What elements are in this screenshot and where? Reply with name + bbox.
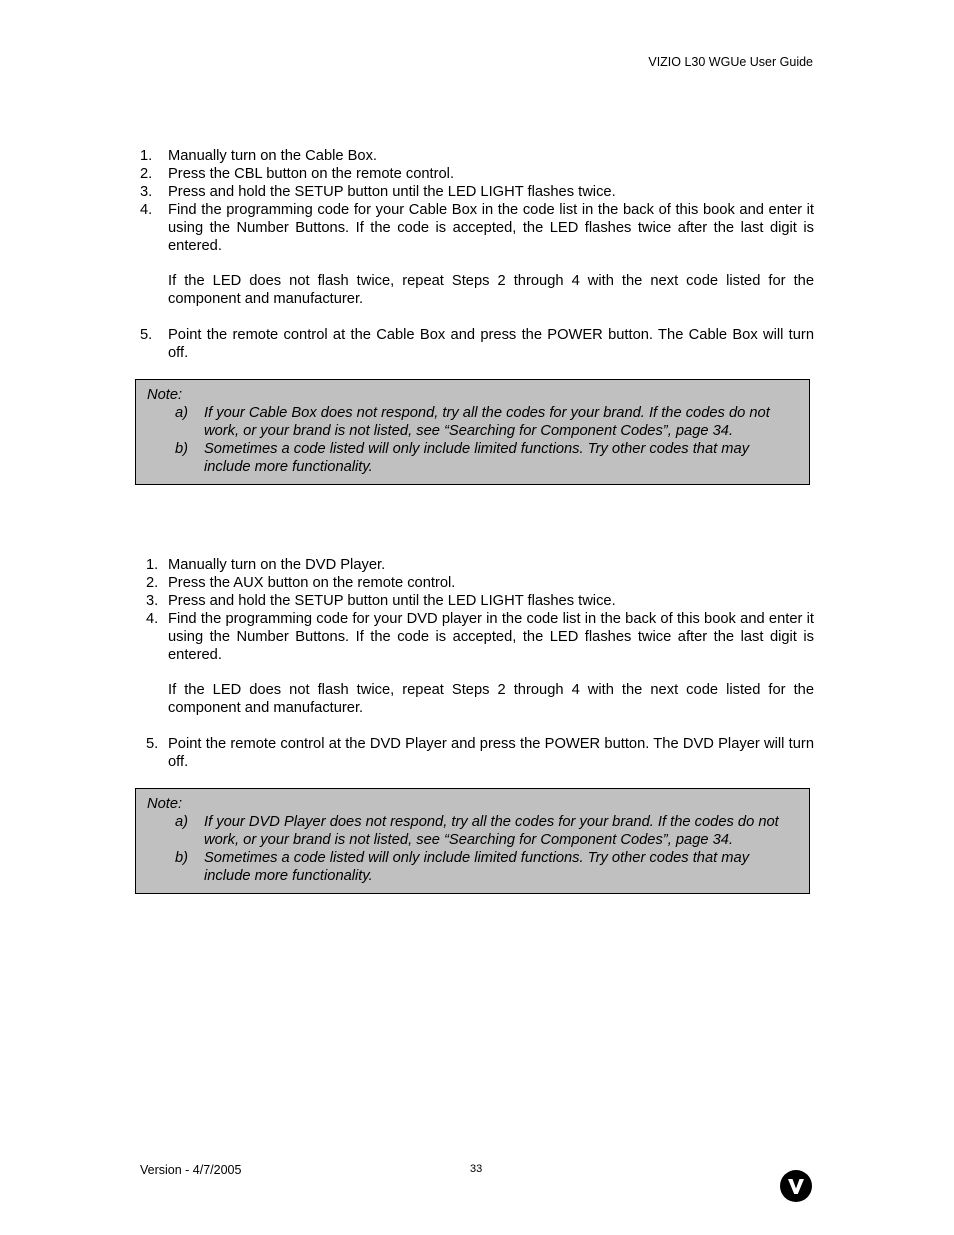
step-number: 3. [146,593,159,609]
step-number: 3. [140,184,153,200]
step-item [140,201,814,308]
note-item-text: If your DVD Player does not respond, try all the codes for your brand. If the codes do not work, or your brand is not listed, see “Searching for Component Codes”, page 34. [204,814,779,848]
step-item [140,735,814,771]
step-note-paragraph: If the LED does not flash twice, repeat Steps 2 through 4 with the next code listed for the component and manufacturer. [168,682,814,716]
note-item [147,404,799,440]
note-item-text: Sometimes a code listed will only include limited functions. Try other codes that may include more functionality. [204,850,750,884]
note-items [147,404,799,476]
step-number: 4. [146,611,159,627]
note-items [147,813,799,885]
step-text: Press the CBL button on the remote control. [168,166,455,182]
note-item-letter: a) [175,814,189,830]
step-item [140,556,814,574]
note-item-letter: b) [175,850,189,866]
dvd-player-note [135,788,810,894]
dvd-player-steps [140,556,814,771]
step-item [140,574,814,592]
step-item [140,610,814,717]
step-number: 1. [140,148,153,164]
step-number: 2. [146,575,159,591]
footer-version: Version - 4/7/2005 [140,1163,242,1177]
step-text: Manually turn on the DVD Player. [168,557,386,573]
note-label: Note: [147,387,183,403]
vizio-logo-icon [780,1170,812,1202]
note-item [147,849,799,885]
note-item [147,813,799,849]
note-item [147,440,799,476]
cable-box-instructions [140,147,814,362]
step-text: Press the AUX button on the remote control. [168,575,456,591]
step-number: 2. [140,166,153,182]
cable-box-steps [140,147,814,362]
vizio-logo-svg [780,1170,812,1202]
step-number: 5. [146,736,159,752]
step-text: Press and hold the SETUP button until the LED LIGHT flashes twice. [168,184,616,200]
page-number: 33 [470,1163,483,1175]
step-note-paragraph: If the LED does not flash twice, repeat Steps 2 through 4 with the next code listed for the component and manufacturer. [168,273,814,307]
cable-box-note [135,379,810,485]
step-text: Find the programming code for your Cable Box in the code list in the back of this book and enter it using the Number Buttons. If the code is accepted, the LED flashes twice after the last digit is entered. [168,202,814,254]
dvd-player-instructions [140,556,814,771]
step-text: Point the remote control at the Cable Box and press the POWER button. The Cable Box will turn off. [168,327,814,361]
step-text: Manually turn on the Cable Box. [168,148,378,164]
step-text: Find the programming code for your DVD player in the code list in the back of this book and enter it using the Number Buttons. If the code is accepted, the LED flashes twice after the last digit is entered. [168,611,814,663]
step-text: Point the remote control at the DVD Player and press the POWER button. The DVD Player will turn off. [168,736,814,770]
step-text: Press and hold the SETUP button until the LED LIGHT flashes twice. [168,593,616,609]
note-item-letter: b) [175,441,189,457]
note-item-letter: a) [175,405,189,421]
step-number: 4. [140,202,153,218]
step-item [140,183,814,201]
step-item [140,147,814,165]
step-item [140,165,814,183]
note-label: Note: [147,796,183,812]
note-item-text: Sometimes a code listed will only include limited functions. Try other codes that may include more functionality. [204,441,750,475]
step-item [140,592,814,610]
header-title: VIZIO L30 WGUe User Guide [648,55,813,69]
step-number: 5. [140,327,153,343]
note-item-text: If your Cable Box does not respond, try all the codes for your brand. If the codes do not work, or your brand is not listed, see “Searching for Component Codes”, page 34. [204,405,770,439]
step-item [140,326,814,362]
step-number: 1. [146,557,159,573]
